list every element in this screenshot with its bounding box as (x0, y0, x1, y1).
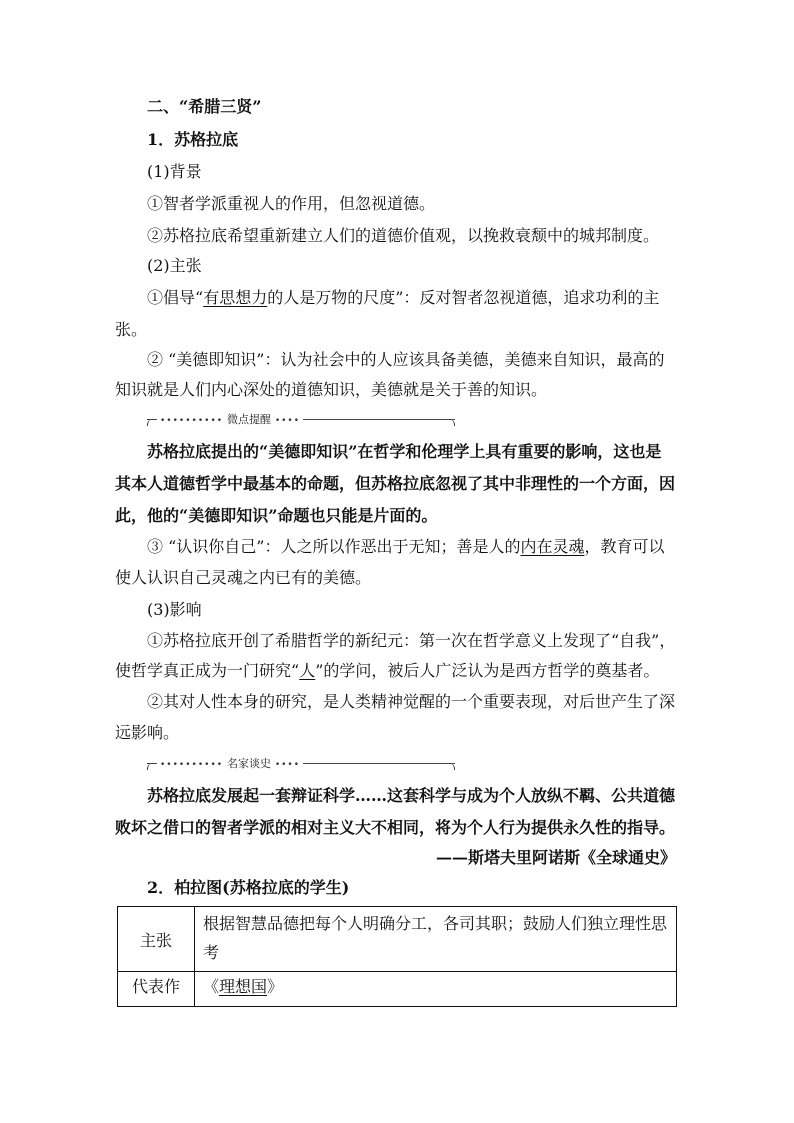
impact-heading: (3)影响 (147, 600, 202, 619)
tip-line-2: 其本人道德哲学中最基本的命题，但苏格拉底忽视了其中非理性的一个方面，因 (115, 474, 676, 493)
impact-2-line-1: ②其对人性本身的研究，是人类精神觉醒的一个重要表现，对后世产生了深 (147, 692, 676, 711)
table-row (118, 907, 677, 972)
table-row (118, 972, 677, 1007)
quote-callout-divider: •••••••••• 名家谈史 •••• (147, 758, 455, 770)
claim-2-line-1: ② “美德即知识”：认为社会中的人应该具备美德，美德来自知识，最高的 (147, 350, 665, 369)
quote-source: ——斯塔夫里阿诺斯《全球通史》 (435, 848, 676, 867)
tip-callout-divider: •••••••••• 微点提醒 •••• (147, 414, 455, 426)
table-header-cell: 主张 (118, 907, 195, 972)
plato-heading: 2．柏拉图(苏格拉底的学生) (147, 878, 350, 897)
background-heading: (1)背景 (147, 162, 202, 181)
quote-label: 名家谈史 (226, 757, 271, 770)
plato-table (117, 906, 677, 1007)
claim-3-line-1: ③ “认识你自己”：人之所以作恶出于无知；善是人的内在灵魂，教育可以 (147, 537, 665, 556)
claim-2-line-2: 知识就是人们内心深处的道德知识，美德就是关于善的知识。 (115, 380, 548, 399)
underlined-term: 人 (299, 661, 316, 680)
background-point-2: ②苏格拉底希望重新建立人们的道德价值观，以挽救衰颓中的城邦制度。 (147, 226, 660, 245)
quote-line-2: 败坏之借口的智者学派的相对主义大不相同，将为个人行为提供永久性的指导。 (115, 818, 676, 837)
tip-line-1: 苏格拉底提出的“美德即知识”在哲学和伦理学上具有重要的影响，这也是 (147, 442, 662, 461)
table-header-cell: 代表作 (118, 972, 195, 1007)
impact-1-line-1: ①苏格拉底开创了希腊哲学的新纪元：第一次在哲学意义上发现了“自我”， (147, 631, 676, 650)
tip-line-3: 此，他的“美德即知识”命题也只能是片面的。 (115, 506, 438, 525)
quote-line-1: 苏格拉底发展起一套辩证科学……这套科学与成为个人放纵不羁、公共道德 (147, 786, 676, 805)
claim-3-line-2: 使人认识自己灵魂之内已有的美德。 (115, 568, 372, 587)
impact-1-line-2: 使哲学真正成为一门研究“人”的学问，被后人广泛认为是西方哲学的奠基者。 (115, 661, 660, 680)
background-point-1: ①智者学派重视人的作用，但忽视道德。 (147, 194, 436, 213)
underlined-term: 理想国 (219, 977, 268, 996)
table-value-cell: 根据智慧品德把每个人明确分工，各司其职；鼓励人们独立理性思考 (195, 907, 677, 972)
impact-2-line-2: 远影响。 (115, 723, 180, 742)
socrates-heading: 1．苏格拉底 (147, 130, 239, 149)
underlined-term: 内在灵魂 (520, 537, 585, 556)
underlined-term: 有思想力 (203, 288, 268, 307)
claims-heading: (2)主张 (147, 256, 202, 275)
tip-label: 微点提醒 (226, 413, 271, 426)
claim-1-line-1: ①倡导“有思想力的人是万物的尺度”：反对智者忽视道德，追求功利的主 (147, 288, 660, 307)
section-title: 二、“希腊三贤” (147, 97, 262, 116)
claim-1-line-2: 张。 (115, 320, 148, 339)
table-value-cell: 《理想国》 (195, 972, 677, 1007)
